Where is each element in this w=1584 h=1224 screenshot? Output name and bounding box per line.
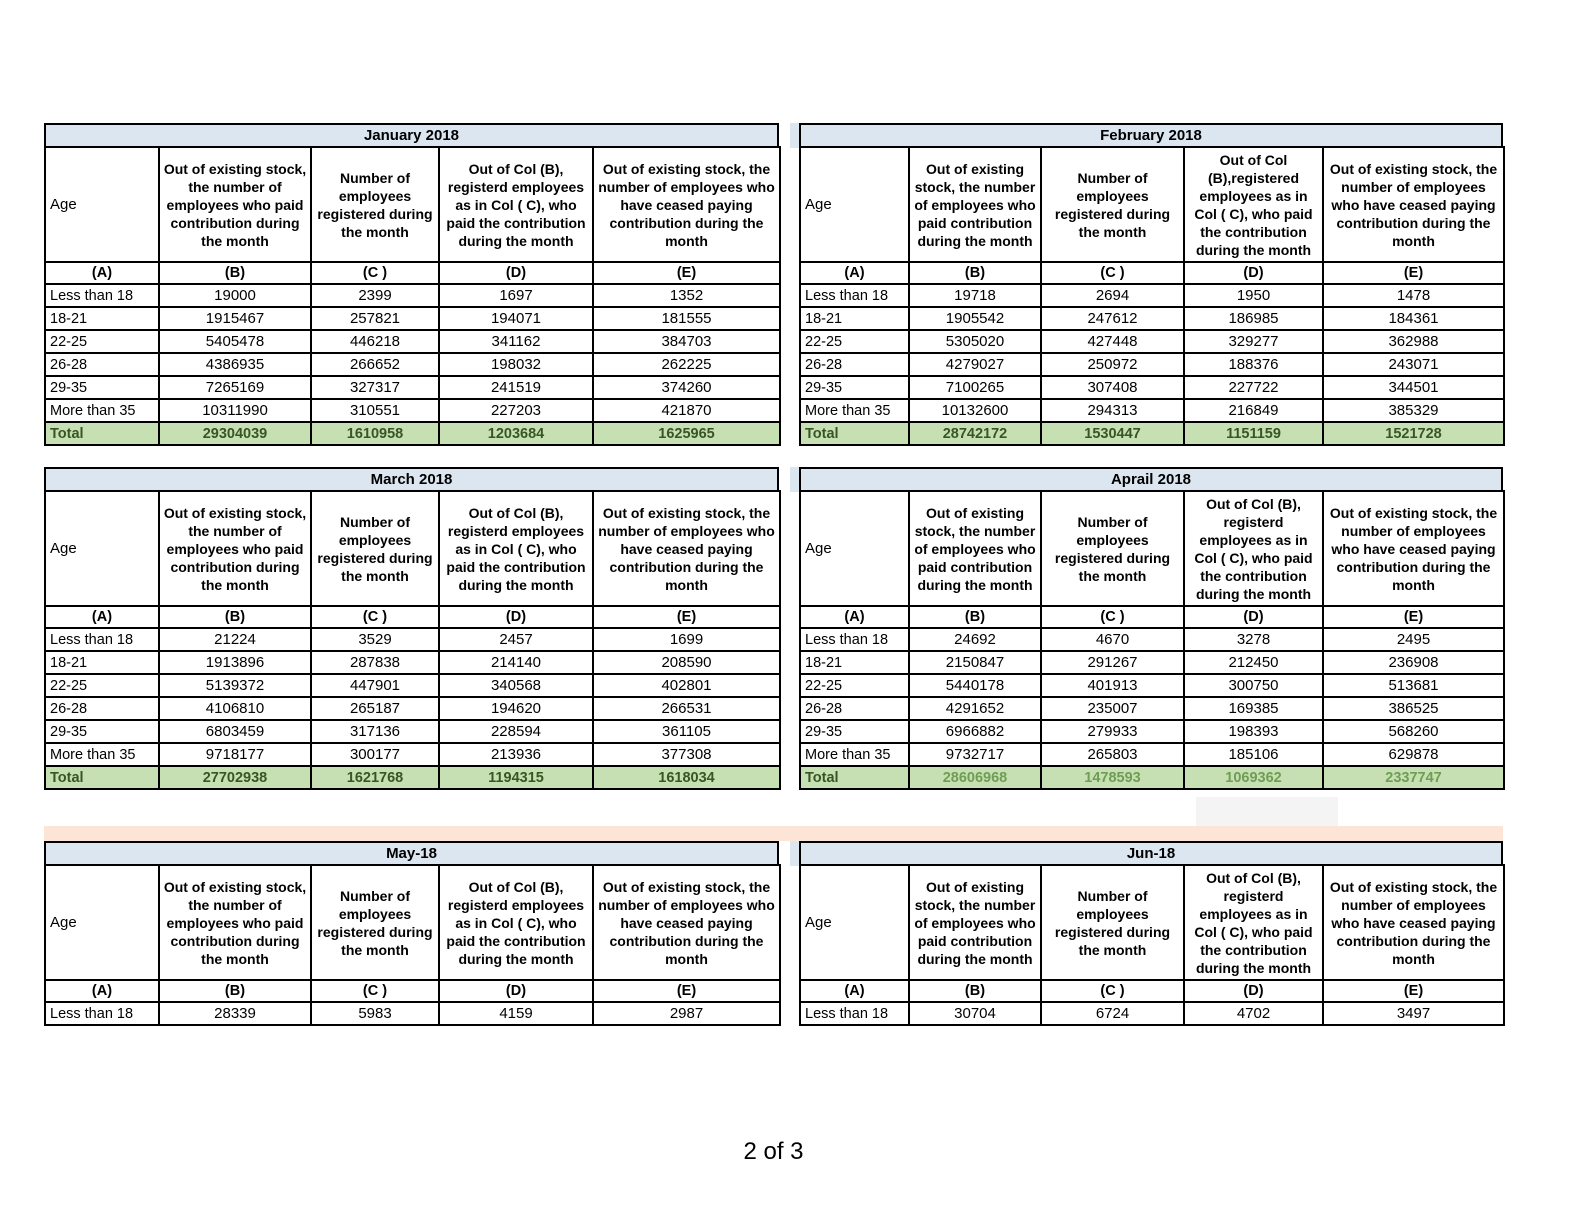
value-cell: 384703	[593, 330, 780, 353]
header-row	[800, 147, 1504, 262]
value-cell: 10311990	[159, 399, 311, 422]
column-header-ceased	[1323, 491, 1504, 606]
value-cell: 374260	[593, 376, 780, 399]
value-cell: 213936	[439, 743, 593, 766]
column-header-paid	[909, 865, 1041, 980]
column-letter: (D)	[1184, 262, 1323, 284]
table-row	[800, 307, 1504, 330]
value-cell: 185106	[1184, 743, 1323, 766]
column-letter: (D)	[1184, 980, 1323, 1002]
value-cell: 266652	[311, 353, 439, 376]
total-value-cell: 1194315	[439, 766, 593, 789]
column-header-registered-text: Number of employees registered during the month	[317, 887, 433, 958]
value-cell: 1950	[1184, 284, 1323, 307]
value-cell: 265803	[1041, 743, 1184, 766]
value-cell: 401913	[1041, 674, 1184, 697]
table-row	[800, 743, 1504, 766]
column-letter: (B)	[909, 262, 1041, 284]
table-row	[800, 284, 1504, 307]
value-cell: 6803459	[159, 720, 311, 743]
value-cell: 9718177	[159, 743, 311, 766]
column-header-colb-paid-text: Out of Col (B), registerd employees as in Col ( C), who paid the contribution during the month	[446, 504, 586, 593]
table-row	[800, 353, 1504, 376]
value-cell: 4386935	[159, 353, 311, 376]
value-cell: 2399	[311, 284, 439, 307]
total-value-cell: 1478593	[1041, 766, 1184, 789]
header-row	[800, 491, 1504, 606]
age-cell: 29-35	[800, 376, 909, 399]
column-letters-row	[800, 606, 1504, 628]
column-header-age: Age	[45, 491, 159, 606]
total-value-cell: 1530447	[1041, 422, 1184, 445]
column-letter: (A)	[800, 606, 909, 628]
value-cell: 4159	[439, 1002, 593, 1025]
table-row	[45, 697, 780, 720]
column-header-registered-text: Number of employees registered during the month	[1054, 513, 1171, 584]
value-cell: 341162	[439, 330, 593, 353]
value-cell: 250972	[1041, 353, 1184, 376]
column-header-ceased-text: Out of existing stock, the number of employees who have ceased paying contribution during the month	[598, 878, 775, 967]
value-cell: 10132600	[909, 399, 1041, 422]
total-label-cell: Total	[800, 422, 909, 445]
column-letter: (B)	[159, 980, 311, 1002]
column-header-colb-paid-text: Out of Col (B),registered employees as in Col ( C), who paid the contribution during the month	[1194, 151, 1313, 258]
column-header-registered-text: Number of employees registered during the month	[317, 169, 433, 240]
header-row	[45, 491, 780, 606]
column-letter: (C )	[1041, 262, 1184, 284]
value-cell: 377308	[593, 743, 780, 766]
data-table-may	[44, 864, 781, 1026]
column-header-paid	[909, 491, 1041, 606]
column-letters-row	[45, 980, 780, 1002]
column-letter: (C )	[1041, 980, 1184, 1002]
value-cell: 513681	[1323, 674, 1504, 697]
column-header-registered-text: Number of employees registered during the month	[317, 513, 433, 584]
column-letter: (C )	[311, 980, 439, 1002]
value-cell: 629878	[1323, 743, 1504, 766]
column-header-age: Age	[800, 865, 909, 980]
total-value-cell: 1151159	[1184, 422, 1323, 445]
month-table-march	[44, 467, 779, 790]
header-row	[800, 865, 1504, 980]
value-cell: 446218	[311, 330, 439, 353]
value-cell: 329277	[1184, 330, 1323, 353]
column-letter: (A)	[800, 262, 909, 284]
column-header-paid-text: Out of existing stock, the number of employees who paid contribution during the month	[914, 878, 1036, 967]
table-row	[45, 720, 780, 743]
age-cell: Less than 18	[45, 284, 159, 307]
data-table-february	[799, 146, 1505, 446]
age-cell: 22-25	[45, 330, 159, 353]
header-row	[45, 147, 780, 262]
value-cell: 262225	[593, 353, 780, 376]
table-row	[800, 376, 1504, 399]
table-row	[800, 651, 1504, 674]
table-title-may: May-18	[44, 841, 779, 866]
value-cell: 19000	[159, 284, 311, 307]
table-row	[45, 399, 780, 422]
column-header-paid	[909, 147, 1041, 262]
table-row	[800, 697, 1504, 720]
value-cell: 7100265	[909, 376, 1041, 399]
column-header-paid-text: Out of existing stock, the number of employees who paid contribution during the month	[163, 504, 307, 593]
total-value-cell: 28742172	[909, 422, 1041, 445]
column-header-ceased-text: Out of existing stock, the number of employees who have ceased paying contribution during the month	[598, 160, 775, 249]
data-table-january	[44, 146, 781, 446]
value-cell: 287838	[311, 651, 439, 674]
data-table-march	[44, 490, 781, 790]
table-row	[45, 284, 780, 307]
value-cell: 310551	[311, 399, 439, 422]
column-letter: (D)	[439, 262, 593, 284]
value-cell: 265187	[311, 697, 439, 720]
total-row	[45, 422, 780, 445]
age-cell: 22-25	[45, 674, 159, 697]
value-cell: 3529	[311, 628, 439, 651]
value-cell: 7265169	[159, 376, 311, 399]
column-letter: (C )	[311, 262, 439, 284]
column-letter: (E)	[1323, 980, 1504, 1002]
column-letter: (B)	[909, 980, 1041, 1002]
age-cell: 29-35	[45, 720, 159, 743]
value-cell: 3497	[1323, 1002, 1504, 1025]
table-row	[45, 376, 780, 399]
table-row	[45, 307, 780, 330]
value-cell: 2150847	[909, 651, 1041, 674]
table-row	[45, 674, 780, 697]
total-row	[800, 766, 1504, 789]
value-cell: 28339	[159, 1002, 311, 1025]
column-letter: (E)	[593, 606, 780, 628]
column-header-colb-paid	[439, 491, 593, 606]
value-cell: 2694	[1041, 284, 1184, 307]
table-title-march: March 2018	[44, 467, 779, 492]
value-cell: 1699	[593, 628, 780, 651]
age-cell: More than 35	[800, 743, 909, 766]
data-table-jun	[799, 864, 1505, 1026]
column-header-paid	[159, 865, 311, 980]
value-cell: 300750	[1184, 674, 1323, 697]
highlight-band	[44, 826, 1503, 841]
month-table-january	[44, 123, 779, 446]
month-table-april	[799, 467, 1503, 790]
total-value-cell: 29304039	[159, 422, 311, 445]
column-header-age: Age	[800, 491, 909, 606]
column-header-colb-paid	[439, 865, 593, 980]
column-header-paid-text: Out of existing stock, the number of employees who paid contribution during the month	[163, 878, 307, 967]
value-cell: 4279027	[909, 353, 1041, 376]
value-cell: 9732717	[909, 743, 1041, 766]
column-header-ceased-text: Out of existing stock, the number of employees who have ceased paying contribution during the month	[1329, 160, 1498, 249]
age-cell: More than 35	[45, 399, 159, 422]
age-cell: 26-28	[800, 353, 909, 376]
selection-artifact	[1196, 797, 1338, 826]
total-value-cell: 1521728	[1323, 422, 1504, 445]
value-cell: 317136	[311, 720, 439, 743]
column-letters-row	[45, 606, 780, 628]
table-row	[800, 720, 1504, 743]
age-cell: 29-35	[45, 376, 159, 399]
value-cell: 447901	[311, 674, 439, 697]
value-cell: 181555	[593, 307, 780, 330]
value-cell: 5139372	[159, 674, 311, 697]
value-cell: 228594	[439, 720, 593, 743]
value-cell: 188376	[1184, 353, 1323, 376]
table-row	[800, 628, 1504, 651]
column-letter: (B)	[159, 606, 311, 628]
value-cell: 4670	[1041, 628, 1184, 651]
age-cell: More than 35	[45, 743, 159, 766]
column-letter: (D)	[1184, 606, 1323, 628]
value-cell: 212450	[1184, 651, 1323, 674]
month-table-february	[799, 123, 1503, 446]
value-cell: 169385	[1184, 697, 1323, 720]
column-header-colb-paid	[1184, 147, 1323, 262]
value-cell: 1915467	[159, 307, 311, 330]
column-header-age: Age	[45, 865, 159, 980]
column-header-registered	[311, 865, 439, 980]
age-cell: 18-21	[45, 307, 159, 330]
table-row	[45, 353, 780, 376]
column-letter: (C )	[311, 606, 439, 628]
total-label-cell: Total	[45, 422, 159, 445]
value-cell: 344501	[1323, 376, 1504, 399]
column-letter: (E)	[1323, 606, 1504, 628]
total-value-cell: 1203684	[439, 422, 593, 445]
column-letters-row	[45, 262, 780, 284]
age-cell: Less than 18	[800, 1002, 909, 1025]
table-row	[45, 651, 780, 674]
column-header-registered	[1041, 865, 1184, 980]
column-letter: (D)	[439, 980, 593, 1002]
age-cell: 26-28	[45, 353, 159, 376]
table-row	[800, 399, 1504, 422]
table-title-february: February 2018	[799, 123, 1503, 148]
column-header-registered-text: Number of employees registered during the month	[1054, 169, 1171, 240]
value-cell: 4291652	[909, 697, 1041, 720]
value-cell: 266531	[593, 697, 780, 720]
value-cell: 19718	[909, 284, 1041, 307]
value-cell: 186985	[1184, 307, 1323, 330]
value-cell: 5983	[311, 1002, 439, 1025]
value-cell: 184361	[1323, 307, 1504, 330]
column-header-age: Age	[45, 147, 159, 262]
value-cell: 247612	[1041, 307, 1184, 330]
total-value-cell: 27702938	[159, 766, 311, 789]
header-row	[45, 865, 780, 980]
value-cell: 214140	[439, 651, 593, 674]
column-letter: (E)	[593, 980, 780, 1002]
value-cell: 568260	[1323, 720, 1504, 743]
value-cell: 307408	[1041, 376, 1184, 399]
column-header-colb-paid-text: Out of Col (B), registerd employees as in Col ( C), who paid the contribution during the month	[1194, 869, 1313, 976]
value-cell: 294313	[1041, 399, 1184, 422]
total-row	[45, 766, 780, 789]
value-cell: 1905542	[909, 307, 1041, 330]
column-letter: (B)	[909, 606, 1041, 628]
value-cell: 235007	[1041, 697, 1184, 720]
value-cell: 361105	[593, 720, 780, 743]
column-header-ceased	[593, 147, 780, 262]
value-cell: 421870	[593, 399, 780, 422]
total-value-cell: 1610958	[311, 422, 439, 445]
table-row	[45, 1002, 780, 1025]
column-header-registered	[311, 491, 439, 606]
age-cell: 18-21	[800, 307, 909, 330]
value-cell: 1913896	[159, 651, 311, 674]
age-cell: Less than 18	[800, 628, 909, 651]
value-cell: 291267	[1041, 651, 1184, 674]
column-header-registered	[311, 147, 439, 262]
value-cell: 24692	[909, 628, 1041, 651]
value-cell: 227203	[439, 399, 593, 422]
value-cell: 2457	[439, 628, 593, 651]
age-cell: 29-35	[800, 720, 909, 743]
column-header-ceased-text: Out of existing stock, the number of employees who have ceased paying contribution during the month	[1329, 504, 1498, 593]
value-cell: 4702	[1184, 1002, 1323, 1025]
column-header-colb-paid-text: Out of Col (B), registerd employees as in Col ( C), who paid the contribution during the month	[446, 160, 586, 249]
value-cell: 3278	[1184, 628, 1323, 651]
column-header-ceased-text: Out of existing stock, the number of employees who have ceased paying contribution during the month	[1329, 878, 1498, 967]
column-header-paid-text: Out of existing stock, the number of employees who paid contribution during the month	[914, 160, 1036, 249]
value-cell: 2495	[1323, 628, 1504, 651]
value-cell: 300177	[311, 743, 439, 766]
column-letter: (A)	[45, 606, 159, 628]
value-cell: 386525	[1323, 697, 1504, 720]
total-value-cell: 1618034	[593, 766, 780, 789]
column-header-age: Age	[800, 147, 909, 262]
column-header-colb-paid-text: Out of Col (B), registerd employees as in Col ( C), who paid the contribution during the month	[446, 878, 586, 967]
value-cell: 5405478	[159, 330, 311, 353]
table-title-april: Aprail 2018	[799, 467, 1503, 492]
column-header-paid-text: Out of existing stock, the number of employees who paid contribution during the month	[163, 160, 307, 249]
value-cell: 198393	[1184, 720, 1323, 743]
age-cell: Less than 18	[800, 284, 909, 307]
column-header-colb-paid	[439, 147, 593, 262]
value-cell: 227722	[1184, 376, 1323, 399]
age-cell: 26-28	[45, 697, 159, 720]
age-cell: 18-21	[800, 651, 909, 674]
table-row	[800, 674, 1504, 697]
value-cell: 4106810	[159, 697, 311, 720]
column-header-ceased-text: Out of existing stock, the number of employees who have ceased paying contribution during the month	[598, 504, 775, 593]
column-letter: (E)	[593, 262, 780, 284]
column-letters-row	[800, 980, 1504, 1002]
value-cell: 427448	[1041, 330, 1184, 353]
value-cell: 236908	[1323, 651, 1504, 674]
total-label-cell: Total	[800, 766, 909, 789]
value-cell: 194620	[439, 697, 593, 720]
value-cell: 257821	[311, 307, 439, 330]
total-label-cell: Total	[45, 766, 159, 789]
value-cell: 5440178	[909, 674, 1041, 697]
value-cell: 2987	[593, 1002, 780, 1025]
column-letters-row	[800, 262, 1504, 284]
value-cell: 194071	[439, 307, 593, 330]
value-cell: 5305020	[909, 330, 1041, 353]
column-letter: (C )	[1041, 606, 1184, 628]
value-cell: 340568	[439, 674, 593, 697]
page-number: 2 of 3	[743, 1138, 804, 1165]
column-letter: (B)	[159, 262, 311, 284]
column-header-registered-text: Number of employees registered during the month	[1054, 887, 1171, 958]
value-cell: 6966882	[909, 720, 1041, 743]
column-header-ceased	[1323, 147, 1504, 262]
value-cell: 385329	[1323, 399, 1504, 422]
value-cell: 6724	[1041, 1002, 1184, 1025]
age-cell: 18-21	[45, 651, 159, 674]
total-row	[800, 422, 1504, 445]
column-header-ceased	[593, 865, 780, 980]
value-cell: 198032	[439, 353, 593, 376]
column-letter: (E)	[1323, 262, 1504, 284]
age-cell: 26-28	[800, 697, 909, 720]
value-cell: 30704	[909, 1002, 1041, 1025]
age-cell: More than 35	[800, 399, 909, 422]
value-cell: 241519	[439, 376, 593, 399]
value-cell: 279933	[1041, 720, 1184, 743]
table-title-jun: Jun-18	[799, 841, 1503, 866]
value-cell: 1478	[1323, 284, 1504, 307]
table-row	[800, 330, 1504, 353]
value-cell: 1697	[439, 284, 593, 307]
age-cell: Less than 18	[45, 1002, 159, 1025]
total-value-cell: 28606968	[909, 766, 1041, 789]
column-letter: (D)	[439, 606, 593, 628]
table-row	[45, 628, 780, 651]
value-cell: 362988	[1323, 330, 1504, 353]
month-table-may	[44, 841, 779, 1026]
total-value-cell: 2337747	[1323, 766, 1504, 789]
column-header-paid	[159, 491, 311, 606]
table-row	[800, 1002, 1504, 1025]
table-title-january: January 2018	[44, 123, 779, 148]
data-table-april	[799, 490, 1505, 790]
total-value-cell: 1069362	[1184, 766, 1323, 789]
column-letter: (A)	[45, 980, 159, 1002]
value-cell: 208590	[593, 651, 780, 674]
value-cell: 402801	[593, 674, 780, 697]
column-header-colb-paid	[1184, 865, 1323, 980]
age-cell: 22-25	[800, 330, 909, 353]
column-header-colb-paid	[1184, 491, 1323, 606]
column-header-paid-text: Out of existing stock, the number of employees who paid contribution during the month	[914, 504, 1036, 593]
column-header-paid	[159, 147, 311, 262]
table-row	[45, 330, 780, 353]
age-cell: Less than 18	[45, 628, 159, 651]
column-header-registered	[1041, 491, 1184, 606]
value-cell: 1352	[593, 284, 780, 307]
column-header-registered	[1041, 147, 1184, 262]
column-letter: (A)	[45, 262, 159, 284]
month-table-jun	[799, 841, 1503, 1026]
table-row	[45, 743, 780, 766]
value-cell: 327317	[311, 376, 439, 399]
column-header-ceased	[1323, 865, 1504, 980]
total-value-cell: 1625965	[593, 422, 780, 445]
value-cell: 243071	[1323, 353, 1504, 376]
age-cell: 22-25	[800, 674, 909, 697]
value-cell: 21224	[159, 628, 311, 651]
value-cell: 216849	[1184, 399, 1323, 422]
column-letter: (A)	[800, 980, 909, 1002]
column-header-ceased	[593, 491, 780, 606]
total-value-cell: 1621768	[311, 766, 439, 789]
column-header-colb-paid-text: Out of Col (B), registerd employees as in Col ( C), who paid the contribution during the month	[1194, 495, 1313, 602]
